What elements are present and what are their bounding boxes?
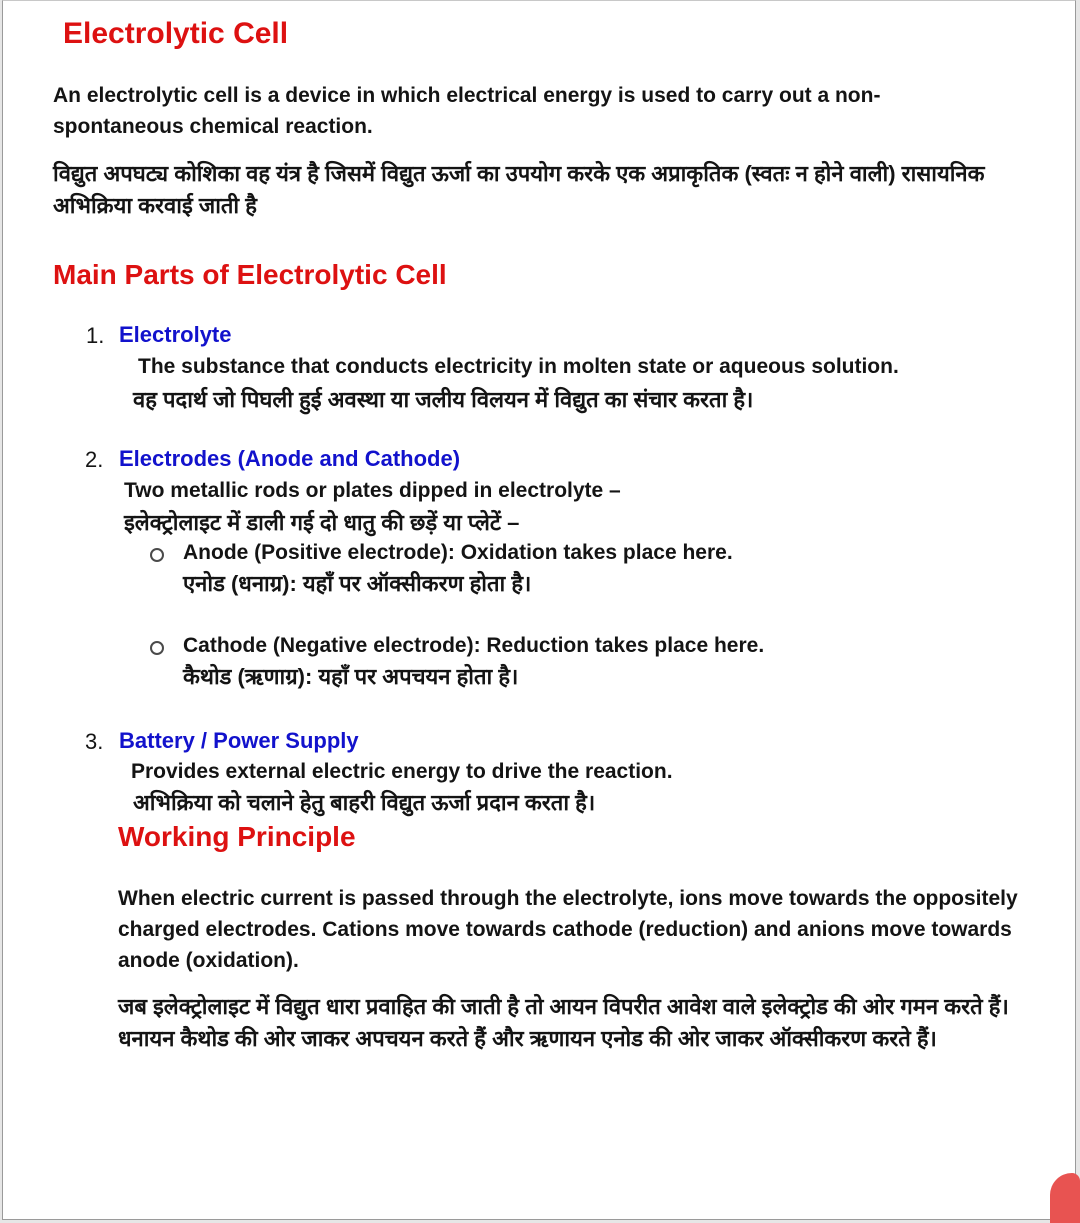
subitem-anode-hindi: एनोड (धनाग्र): यहाँ पर ऑक्सीकरण होता है। [183,571,532,596]
bullet-circle-icon [150,548,164,562]
working-principle-paragraph-hindi: जब इलेक्ट्रोलाइट में विद्युत धारा प्रवाहित की जाती है तो आयन विपरीत आवेश वाले इलेक्ट्रोड की ओर गमन करते हैं। धनायन कैथोड की ओर जाकर अपचयन करते हैं और ऋणायन एनोड की ओर जाकर ऑक्सीकरण करते हैं। [118,994,1009,1051]
list-item-desc-english: The substance that conducts electricity in molten state or aqueous solution. [138,355,899,378]
list-item-title-electrolyte: Electrolyte [119,322,232,347]
list-item-number: 3. [85,729,104,754]
slide-page [2,0,1076,1220]
list-item-desc-english: Provides external electric energy to drive the reaction. [131,760,673,783]
working-principle-paragraph-english: When electric current is passed through the electrolyte, ions move towards the oppositely charged electrodes. Cations move towards cathode (reduction) and anions move towards anode (oxidation). [118,887,1018,972]
list-item-number: 2. [85,447,104,472]
subitem-cathode-hindi: कैथोड (ऋणाग्र): यहाँ पर अपचयन होता है। [183,664,519,689]
section-heading-working-principle: Working Principle [118,821,356,852]
section-heading-main-parts: Main Parts of Electrolytic Cell [53,259,447,290]
list-item-desc-english: Two metallic rods or plates dipped in electrolyte – [124,479,621,502]
list-item-title-electrodes: Electrodes (Anode and Cathode) [119,446,461,471]
list-item-title-battery: Battery / Power Supply [119,728,359,753]
bullet-circle-icon [150,641,164,655]
list-item-desc-hindi: इलेक्ट्रोलाइट में डाली गई दो धातु की छड़ें या प्लेटें – [124,510,520,535]
subitem-cathode-english: Cathode (Negative electrode): Reduction takes place here. [183,634,765,657]
intro-paragraph-hindi: विद्युत अपघट्य कोशिका वह यंत्र है जिसमें विद्युत ऊर्जा का उपयोग करके एक अप्राकृतिक (स्वतः न होने वाली) रासायनिक अभिक्रिया करवाई जाती है [53,161,985,218]
list-item-desc-hindi: वह पदार्थ जो पिघली हुई अवस्था या जलीय विलयन में विद्युत का संचार करता है। [133,387,754,412]
subitem-anode-english: Anode (Positive electrode): Oxidation takes place here. [183,541,733,564]
page-title: Electrolytic Cell [63,17,289,50]
intro-paragraph-english: An electrolytic cell is a device in which electrical energy is used to carry out a non-spontaneous chemical reaction. [53,84,881,138]
list-item-desc-hindi: अभिक्रिया को चलाने हेतु बाहरी विद्युत ऊर्जा प्रदान करता है। [133,790,596,815]
list-item-number: 1. [86,323,105,348]
corner-accent-shape [1050,1173,1080,1223]
